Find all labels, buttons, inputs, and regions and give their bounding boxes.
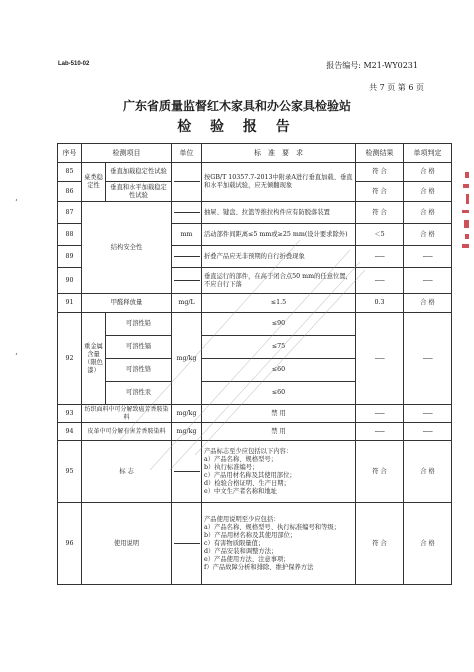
row-standard — [202, 441, 356, 503]
row-judgement: ------ — [404, 246, 452, 268]
red-seal-stamp — [456, 170, 472, 260]
row-judgement: 合 格 — [404, 441, 452, 503]
heavy-metal-limit: ≤60 — [202, 382, 356, 405]
table-row — [58, 202, 452, 224]
row-item: 标 志 — [82, 441, 172, 503]
row-unit: mg/L — [172, 294, 202, 313]
group-heavy-metal-label: 重金属含量（限色漆） — [82, 313, 106, 405]
row-judgement: ------ — [404, 405, 452, 423]
header-item: 检测项目 — [82, 144, 172, 163]
row-number: 96 — [58, 503, 82, 585]
row-result: ------ — [356, 405, 404, 423]
row-number: 95 — [58, 441, 82, 503]
row-number: 89 — [58, 246, 82, 268]
row-number: 92 — [58, 313, 82, 405]
row-unit — [172, 246, 202, 268]
heavy-metal-name: 可溶性铬 — [106, 359, 172, 382]
table-row — [58, 313, 452, 336]
row-unit — [172, 163, 202, 202]
row-judgement: 合 格 — [404, 202, 452, 224]
row-number: 91 — [58, 294, 82, 313]
row-standard: 活动部件间距离≤5 mm或≥25 mm(设计要求除外) — [202, 224, 356, 246]
lab-code: Lab-510-02 — [58, 61, 90, 67]
page-count: 共 7 页 第 6 页 — [369, 83, 424, 92]
inspection-table — [57, 143, 452, 585]
row-result: 符 合 — [356, 202, 404, 224]
row-standard: 禁 用 — [202, 405, 356, 423]
row-result: 符 合 — [356, 163, 404, 182]
row-unit: mg/kg — [172, 313, 202, 405]
header-seq: 序号 — [58, 144, 82, 163]
row-unit — [172, 202, 202, 224]
table-row — [58, 163, 452, 182]
row-result: 符 合 — [356, 503, 404, 585]
punch-mark: ‘ — [15, 198, 18, 207]
row-result: ------ — [356, 313, 404, 405]
row-number: 85 — [58, 163, 82, 182]
row-result: ------ — [356, 268, 404, 294]
row-judgement: 合 格 — [404, 224, 452, 246]
row-unit — [172, 503, 202, 585]
row-number: 90 — [58, 268, 82, 294]
row-item: 纺织面料中可分解致癌芳香胺染料 — [82, 405, 172, 423]
heavy-metal-limit: ≤60 — [202, 359, 356, 382]
standard-line: 产品标志至少应包括以下内容： — [204, 447, 293, 455]
heavy-metal-limit: ≤75 — [202, 336, 356, 359]
row-result: 0.3 — [356, 294, 404, 313]
table-row — [58, 503, 452, 585]
document-title: 检 验 报 告 — [177, 119, 297, 135]
table-row — [58, 423, 452, 441]
heavy-metal-name: 可溶性镉 — [106, 336, 172, 359]
row-result: ＜5 — [356, 224, 404, 246]
row-judgement: ------ — [404, 268, 452, 294]
table-header-row — [58, 144, 452, 163]
row-result: ------ — [356, 423, 404, 441]
header-judgement: 单项判定 — [404, 144, 452, 163]
row-number: 93 — [58, 405, 82, 423]
standard-line: f）产品故障分析和排除、维护保养方法 — [204, 563, 314, 571]
standard-line: a）产品名称、规格型号； — [204, 455, 278, 463]
row-item: 甲醛释放量 — [82, 294, 172, 313]
row-result: 符 合 — [356, 182, 404, 202]
standard-line: e）中文生产者名称和地址 — [204, 487, 277, 495]
row-number: 94 — [58, 423, 82, 441]
row-standard: 禁 用 — [202, 423, 356, 441]
row-item: 皮革中可分解有害芳香胺染料 — [82, 423, 172, 441]
row-unit — [172, 268, 202, 294]
header-unit: 单位 — [172, 144, 202, 163]
row-standard: ≤1.5 — [202, 294, 356, 313]
row-unit: mg/kg — [172, 423, 202, 441]
standard-line: c）有害物质限量值； — [204, 539, 265, 547]
standard-line: 产品使用说明至少应包括： — [204, 515, 280, 523]
organization-title: 广东省质量监督红木家具和办公家具检验站 — [122, 99, 351, 113]
punch-mark: ‘ — [15, 352, 18, 361]
table-row — [58, 294, 452, 313]
standard-line: c）产品用材名称及其使用部位； — [204, 471, 296, 479]
group-structure-label: 结构安全性 — [82, 202, 172, 294]
row-result: 符 合 — [356, 441, 404, 503]
row-item: 使用说明 — [82, 503, 172, 585]
standard-line: d）产品安装和调整方法； — [204, 547, 278, 555]
row-judgement: ------ — [404, 313, 452, 405]
row-standard: 垂直运行的部件，在高于闭合点50 mm的任意位置，不应自行下落 — [202, 268, 356, 294]
row-number: 87 — [58, 202, 82, 224]
heavy-metal-name: 可溶性汞 — [106, 382, 172, 405]
row-unit — [172, 441, 202, 503]
row-judgement: 合 格 — [404, 294, 452, 313]
row-judgement: 合 格 — [404, 503, 452, 585]
row-standard: 按GB/T 10357.7-2013中附录A进行垂直加载、垂直和水平加载试验，应无倾翻现象 — [202, 163, 356, 202]
group-stability-label: 桌类稳定性 — [82, 163, 106, 202]
row-standard: 折叠产品应无非预期的自行折叠现象 — [202, 246, 356, 268]
row-result: ------ — [356, 246, 404, 268]
row-standard — [202, 503, 356, 585]
row-judgement: 合 格 — [404, 163, 452, 182]
header-result: 检测结果 — [356, 144, 404, 163]
row-unit: mm — [172, 224, 202, 246]
table-row — [58, 405, 452, 423]
row-judgement: 合 格 — [404, 182, 452, 202]
row-number: 88 — [58, 224, 82, 246]
standard-line: e）产品使用方法、注意事项； — [204, 555, 290, 563]
row-item: 垂直加载稳定性试验 — [106, 163, 172, 182]
row-judgement: ------ — [404, 423, 452, 441]
row-item: 垂直和水平加载稳定性试验 — [106, 182, 172, 202]
standard-line: d）检验合格证明、生产日期； — [204, 479, 290, 487]
report-number: 报告编号: M21-WY0231 — [326, 61, 418, 70]
standard-line: b）执行标准编号； — [204, 463, 259, 471]
heavy-metal-limit: ≤90 — [202, 313, 356, 336]
row-number: 86 — [58, 182, 82, 202]
row-unit: mg/kg — [172, 405, 202, 423]
heavy-metal-name: 可溶性铅 — [106, 313, 172, 336]
standard-line: b）产品用材名称及其使用部位； — [204, 531, 297, 539]
standard-line: a）产品名称、规格型号、执行标准编号和等级； — [204, 523, 340, 531]
table-row — [58, 441, 452, 503]
row-standard: 抽屉、键盘、拉篮等推拉构件应有防脱落装置 — [202, 202, 356, 224]
header-standard: 标 准 要 求 — [202, 144, 356, 163]
